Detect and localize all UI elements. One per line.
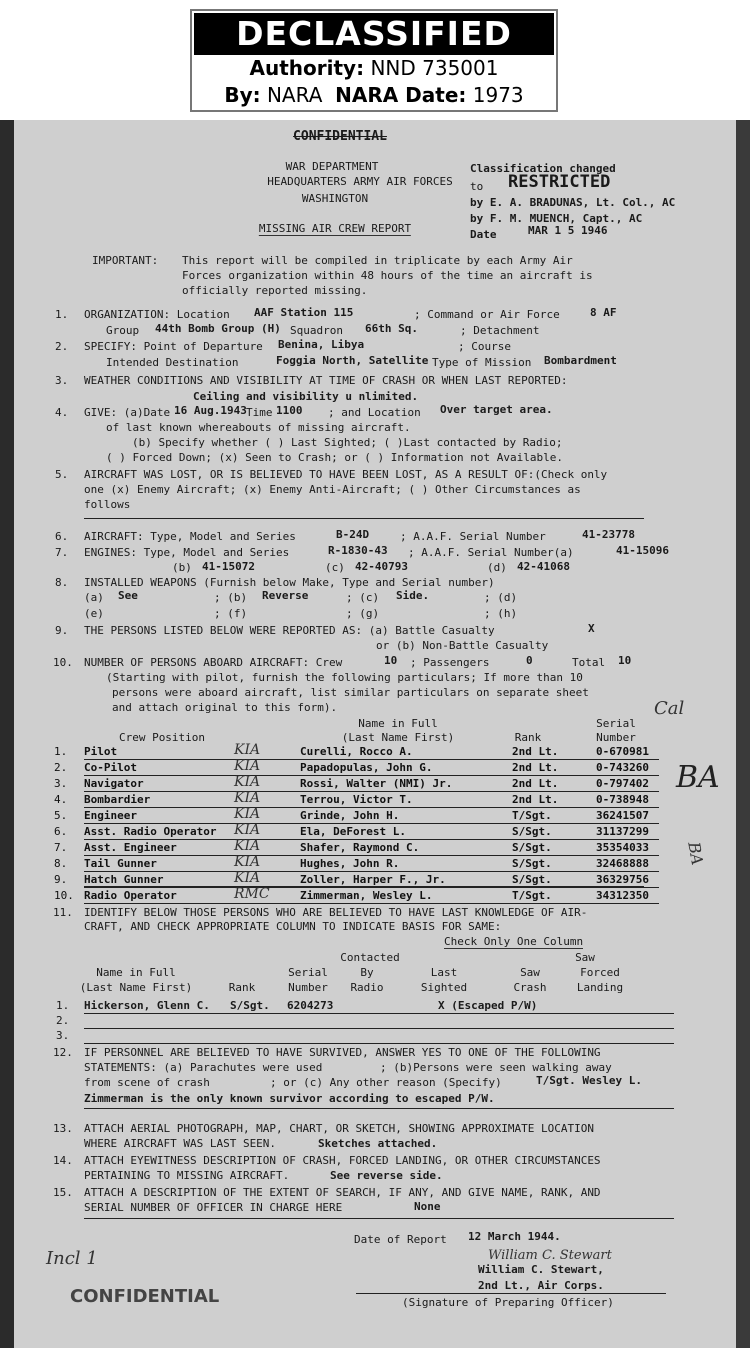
identify-text-1: IDENTIFY BELOW THOSE PERSONS WHO ARE BELIEVED TO HAVE LAST KNOWLEDGE OF AIR- [84, 906, 588, 919]
group-value: 44th Bomb Group (H) [155, 322, 281, 335]
item-number: 7. [55, 546, 69, 559]
date-label: GIVE: (a)Date [84, 406, 171, 419]
hdr-saw: Saw [520, 966, 540, 979]
important-line-3: officially reported missing. [182, 284, 368, 297]
crew-status: KIA [234, 870, 261, 886]
crew-serial: 0-670981 [596, 745, 649, 758]
document-page [0, 120, 750, 1348]
report-title: MISSING AIR CREW REPORT [258, 222, 412, 235]
crew-serial: 35354033 [596, 841, 649, 854]
date-of-report: 12 March 1944. [468, 1230, 561, 1243]
crew-serial: 36329756 [596, 873, 649, 886]
weapon-a: See [118, 589, 138, 602]
persons-label: NUMBER OF PERSONS ABOARD AIRCRAFT: Crew [84, 656, 343, 669]
survivor-name: T/Sgt. Wesley L. [536, 1074, 642, 1087]
war-department: WAR DEPARTMENT [285, 160, 379, 173]
hdr-forced: Forced [580, 966, 620, 979]
org-location-label: ORGANIZATION: Location [84, 308, 230, 321]
passengers-label: ; Passengers [410, 656, 490, 669]
crew-rank: T/Sgt. [512, 889, 552, 902]
witness-name: Hickerson, Glenn C. [84, 999, 210, 1012]
aircraft-type: B-24D [336, 528, 370, 541]
crew-status: KIA [234, 854, 261, 870]
crew-rank: S/Sgt. [512, 857, 552, 870]
crew-name: Zimmerman, Wesley L. [300, 889, 433, 902]
officer-rank: 2nd Lt., Air Corps. [478, 1279, 604, 1292]
rule [84, 1108, 674, 1109]
crew-position: Co-Pilot [84, 761, 137, 774]
hdr-landing: Landing [576, 981, 624, 994]
persons-text-1: (Starting with pilot, furnish the following particulars; If more than 10 [106, 671, 583, 684]
detachment-label: ; Detachment [460, 324, 540, 337]
command-value: 8 AF [590, 306, 617, 319]
crew-row-rule [84, 823, 659, 824]
weapons-label: INSTALLED WEAPONS (Furnish below Make, Type and Serial number) [84, 576, 495, 589]
authority-line: Authority: NND 735001 [249, 56, 499, 80]
important-line-1: This report will be compiled in triplicate by each Army Air [182, 254, 573, 267]
crew-row-rule [84, 855, 659, 856]
engine-serial-b: 41-15072 [202, 560, 255, 573]
crew-status: KIA [234, 790, 261, 806]
mission-value: Bombardment [544, 354, 617, 367]
rule [356, 1293, 666, 1294]
crew-name: Rossi, Walter (NMI) Jr. [300, 777, 453, 790]
hdr-number: Number [288, 981, 328, 994]
crew-row-number: 9. [54, 873, 68, 886]
engine-d-label: (d) [487, 561, 507, 574]
crew-rank: T/Sgt. [512, 809, 552, 822]
crew-name: Papadopulas, John G. [300, 761, 433, 774]
rule [84, 1218, 674, 1219]
check-one-column: Check Only One Column [444, 935, 584, 948]
rule [84, 1013, 674, 1014]
date-value: 16 Aug.1943 [174, 404, 247, 417]
rule [84, 518, 644, 519]
crew-status: KIA [234, 774, 261, 790]
witness-last-sighted: X (Escaped P/W) [438, 999, 538, 1012]
item-number: 5. [55, 468, 69, 481]
crew-header-position: Crew Position [118, 731, 206, 744]
crew-position: Bombardier [84, 793, 151, 806]
crew-status: KIA [234, 838, 261, 854]
crew-row-rule [84, 871, 659, 872]
specify-text-2: ( ) Forced Down; (x) Seen to Crash; or ( ) Information not Available. [106, 451, 563, 464]
headquarters: HEADQUARTERS ARMY AIR FORCES [267, 175, 453, 188]
crew-row-number: 4. [54, 793, 68, 806]
rule [84, 1043, 674, 1044]
crew-name: Grinde, John H. [300, 809, 400, 822]
survived-text-1: IF PERSONNEL ARE BELIEVED TO HAVE SURVIVED, ANSWER YES TO ONE OF THE FOLLOWING [84, 1046, 601, 1059]
crew-row-rule [84, 887, 659, 888]
casualty-label: THE PERSONS LISTED BELOW WERE REPORTED AS: (a) Battle Casualty [84, 624, 495, 637]
officer-name: William C. Stewart, [478, 1263, 604, 1276]
location-value: Over target area. [440, 403, 553, 416]
item-number: 13. [53, 1122, 73, 1135]
crew-serial: 31137299 [596, 825, 649, 838]
crew-row-number: 8. [54, 857, 68, 870]
sketches-attached: Sketches attached. [318, 1137, 438, 1150]
crew-position: Engineer [84, 809, 137, 822]
squadron-label: Squadron [290, 324, 343, 337]
persons-text-2: persons were aboard aircraft, list similar particulars on separate sheet [112, 686, 589, 699]
hdr-contacted: Contacted [340, 951, 400, 964]
weapon-c-label: ; (c) [346, 591, 380, 604]
witness-rank: S/Sgt. [230, 999, 270, 1012]
restricted-stamp: RESTRICTED [508, 172, 611, 192]
departure-label: SPECIFY: Point of Departure [84, 340, 263, 353]
crew-serial: 32468888 [596, 857, 649, 870]
crew-serial: 34312350 [596, 889, 649, 902]
hdr-crash: Crash [513, 981, 547, 994]
crew-serial: 0-738948 [596, 793, 649, 806]
crew-status: KIA [234, 822, 261, 838]
crew-header-serial: Serial [596, 717, 636, 730]
hdr-serial: Serial [288, 966, 328, 979]
class-to: to [470, 180, 484, 193]
eyewitness-text-1: ATTACH EYEWITNESS DESCRIPTION OF CRASH, FORCED LANDING, OR OTHER CIRCUMSTANCES [84, 1154, 601, 1167]
crew-row-number: 3. [54, 777, 68, 790]
destination-value: Foggia North, Satellite [276, 354, 429, 367]
engines-label: ENGINES: Type, Model and Series [84, 546, 290, 559]
city: WASHINGTON [301, 192, 369, 205]
witness-row-number: 1. [56, 999, 70, 1012]
specify-text-1: (b) Specify whether ( ) Last Sighted; ( )Last contacted by Radio; [132, 436, 563, 449]
item-number: 9. [55, 624, 69, 637]
crew-row-number: 7. [54, 841, 68, 854]
crew-name: Zoller, Harper F., Jr. [300, 873, 446, 886]
engine-type: R-1830-43 [328, 544, 388, 557]
crew-position: Radio Operator [84, 889, 177, 902]
signature-label: (Signature of Preparing Officer) [402, 1296, 614, 1309]
crew-status: KIA [234, 742, 261, 758]
org-location: AAF Station 115 [254, 306, 354, 319]
whereabouts-text: of last known whereabouts of missing aircraft. [106, 421, 411, 434]
survived-text-2: STATEMENTS: (a) Parachutes were used [84, 1061, 323, 1074]
photo-text-2: WHERE AIRCRAFT WAS LAST SEEN. [84, 1137, 277, 1150]
crew-rank: 2nd Lt. [512, 777, 559, 790]
squadron-value: 66th Sq. [365, 322, 418, 335]
lost-text-3: follows [84, 498, 131, 511]
declassified-stamp [190, 9, 558, 112]
item-number: 2. [55, 340, 69, 353]
crew-position: Asst. Engineer [84, 841, 177, 854]
crew-name: Shafer, Raymond C. [300, 841, 420, 854]
class-changed: Classification changed [470, 162, 616, 175]
survived-text-3: ; (b)Persons were seen walking away [380, 1061, 612, 1074]
crew-header-name-2: (Last Name First) [341, 731, 455, 744]
item-number: 10. [53, 656, 73, 669]
important-line-2: Forces organization within 48 hours of the time an aircraft is [182, 269, 593, 282]
course-label: ; Course [458, 340, 511, 353]
hdr-sighted: Sighted [420, 981, 468, 994]
classification-top: CONFIDENTIAL [293, 129, 387, 144]
time-label: Time [246, 406, 273, 419]
group-label: Group [106, 324, 140, 337]
crew-row-number: 5. [54, 809, 68, 822]
location-label: ; and Location [328, 406, 421, 419]
weapon-b: Reverse [262, 589, 309, 602]
classification-bottom: CONFIDENTIAL [70, 1286, 220, 1307]
total-count: 10 [618, 654, 632, 667]
engine-serial-label: ; A.A.F. Serial Number(a) [408, 546, 574, 559]
item-number: 1. [55, 308, 69, 321]
weapon-h-label: ; (h) [484, 607, 518, 620]
crew-row-number: 1. [54, 745, 68, 758]
hdr-name: Name in Full [96, 966, 176, 979]
search-officer: None [414, 1200, 441, 1213]
time-value: 1100 [276, 404, 303, 417]
aircraft-serial: 41-23778 [582, 528, 635, 541]
margin-note-ba: BA [676, 760, 720, 795]
photo-text-1: ATTACH AERIAL PHOTOGRAPH, MAP, CHART, OR SKETCH, SHOWING APPROXIMATE LOCATION [84, 1122, 594, 1135]
crew-position: Tail Gunner [84, 857, 157, 870]
crew-position: Pilot [84, 745, 118, 758]
crew-position: Hatch Gunner [84, 873, 164, 886]
engine-b-label: (b) [172, 561, 192, 574]
margin-note-ba-small: BA [684, 840, 708, 867]
crew-status: KIA [234, 758, 261, 774]
engine-serial-d: 42-41068 [517, 560, 570, 573]
identify-text-2: CRAFT, AND CHECK APPROPRIATE COLUMN TO INDICATE BASIS FOR SAME: [84, 920, 502, 933]
survived-text-4: from scene of crash [84, 1076, 210, 1089]
weather-label: WEATHER CONDITIONS AND VISIBILITY AT TIME OF CRASH OR WHEN LAST REPORTED: [84, 374, 568, 387]
crew-serial: 0-797402 [596, 777, 649, 790]
crew-serial: 36241507 [596, 809, 649, 822]
crew-rank: 2nd Lt. [512, 793, 559, 806]
search-text-2: SERIAL NUMBER OF OFFICER IN CHARGE HERE [84, 1201, 343, 1214]
non-battle-label: or (b) Non-Battle Casualty [376, 639, 549, 652]
item-number: 14. [53, 1154, 73, 1167]
mission-label: Type of Mission [432, 356, 532, 369]
lost-text-2: one (x) Enemy Aircraft; (x) Enemy Anti-Aircraft; ( ) Other Circumstances as [84, 483, 581, 496]
changed-by-2: by F. M. MUENCH, Capt., AC [470, 212, 643, 225]
weapon-e-label: (e) [84, 607, 104, 620]
crew-name: Terrou, Victor T. [300, 793, 413, 806]
persons-text-3: and attach original to this form). [112, 701, 338, 714]
engine-serial-c: 42-40793 [355, 560, 408, 573]
see-reverse: See reverse side. [330, 1169, 443, 1182]
item-number: 11. [53, 906, 73, 919]
hdr-name-2: (Last Name First) [79, 981, 193, 994]
date-of-report-label: Date of Report [354, 1233, 447, 1246]
hdr-radio: Radio [350, 981, 384, 994]
aircraft-serial-label: ; A.A.F. Serial Number [400, 530, 546, 543]
passenger-count: 0 [526, 654, 533, 667]
weapon-d-label: ; (d) [484, 591, 518, 604]
crew-row-rule [84, 903, 659, 904]
hdr-saw-forced: Saw [575, 951, 595, 964]
crew-row-rule [84, 759, 659, 760]
eyewitness-text-2: PERTAINING TO MISSING AIRCRAFT. [84, 1169, 290, 1182]
witness-row-number: 2. [56, 1014, 70, 1027]
item-number: 4. [55, 406, 69, 419]
battle-casualty-mark: X [588, 622, 595, 635]
rule [84, 1028, 674, 1029]
changed-date: MAR 1 5 1946 [528, 224, 608, 237]
crew-row-rule [84, 791, 659, 792]
weapon-g-label: ; (g) [346, 607, 380, 620]
command-label: ; Command or Air Force [414, 308, 560, 321]
rule [84, 886, 644, 887]
item-number: 6. [55, 530, 69, 543]
important-label: IMPORTANT: [92, 254, 159, 267]
destination-label: Intended Destination [106, 356, 239, 369]
survivor-text: Zimmerman is the only known survivor according to escaped P/W. [84, 1092, 495, 1105]
crew-position: Asst. Radio Operator [84, 825, 217, 838]
weapon-a-label: (a) [84, 591, 104, 604]
declassified-title: DECLASSIFIED [194, 13, 554, 55]
weather-value: Ceiling and visibility u nlimited. [193, 390, 419, 403]
weapon-f-label: ; (f) [214, 607, 248, 620]
by-line: By: NARA NARA Date: 1973 [224, 83, 524, 107]
crew-rank: S/Sgt. [512, 825, 552, 838]
crew-name: Hughes, John R. [300, 857, 400, 870]
crew-row-rule [84, 839, 659, 840]
witness-serial: 6204273 [287, 999, 334, 1012]
crew-header-name: Name in Full [358, 717, 438, 730]
weapon-c: Side. [396, 589, 430, 602]
hdr-by: By [360, 966, 374, 979]
aircraft-label: AIRCRAFT: Type, Model and Series [84, 530, 296, 543]
crew-serial: 0-743260 [596, 761, 649, 774]
hdr-rank: Rank [228, 981, 256, 994]
item-number: 3. [55, 374, 69, 387]
total-label: Total [572, 656, 606, 669]
changed-by-1: by E. A. BRADUNAS, Lt. Col., AC [470, 196, 676, 209]
engine-serial-a: 41-15096 [616, 544, 669, 557]
search-text-1: ATTACH A DESCRIPTION OF THE EXTENT OF SEARCH, IF ANY, AND GIVE NAME, RANK, AND [84, 1186, 601, 1199]
inclosure-note: Incl 1 [46, 1248, 98, 1269]
crew-header-rank: Rank [514, 731, 542, 744]
changed-date-label: Date [470, 228, 497, 241]
weapon-b-label: ; (b) [214, 591, 248, 604]
crew-name: Ela, DeForest L. [300, 825, 406, 838]
crew-rank: S/Sgt. [512, 873, 552, 886]
item-number: 15. [53, 1186, 73, 1199]
crew-row-rule [84, 807, 659, 808]
witness-row-number: 3. [56, 1029, 70, 1042]
crew-status: RMC [234, 886, 270, 902]
engine-c-label: (c) [325, 561, 345, 574]
crew-row-number: 2. [54, 761, 68, 774]
item-number: 8. [55, 576, 69, 589]
crew-rank: S/Sgt. [512, 841, 552, 854]
crew-status: KIA [234, 806, 261, 822]
lost-text-1: AIRCRAFT WAS LOST, OR IS BELIEVED TO HAVE BEEN LOST, AS A RESULT OF:(Check only [84, 468, 608, 481]
margin-note-cal: Cal [654, 698, 685, 719]
survived-text-5: ; or (c) Any other reason (Specify) [270, 1076, 502, 1089]
item-number: 12. [53, 1046, 73, 1059]
departure-value: Benina, Libya [278, 338, 365, 351]
hdr-last: Last [430, 966, 458, 979]
signature: William C. Stewart [488, 1248, 612, 1263]
crew-count: 10 [384, 654, 398, 667]
crew-rank: 2nd Lt. [512, 745, 559, 758]
crew-row-number: 6. [54, 825, 68, 838]
crew-row-number: 10. [54, 889, 74, 902]
crew-row-rule [84, 775, 659, 776]
crew-header-serial-2: Number [596, 731, 636, 744]
crew-rank: 2nd Lt. [512, 761, 559, 774]
crew-position: Navigator [84, 777, 144, 790]
crew-name: Curelli, Rocco A. [300, 745, 413, 758]
